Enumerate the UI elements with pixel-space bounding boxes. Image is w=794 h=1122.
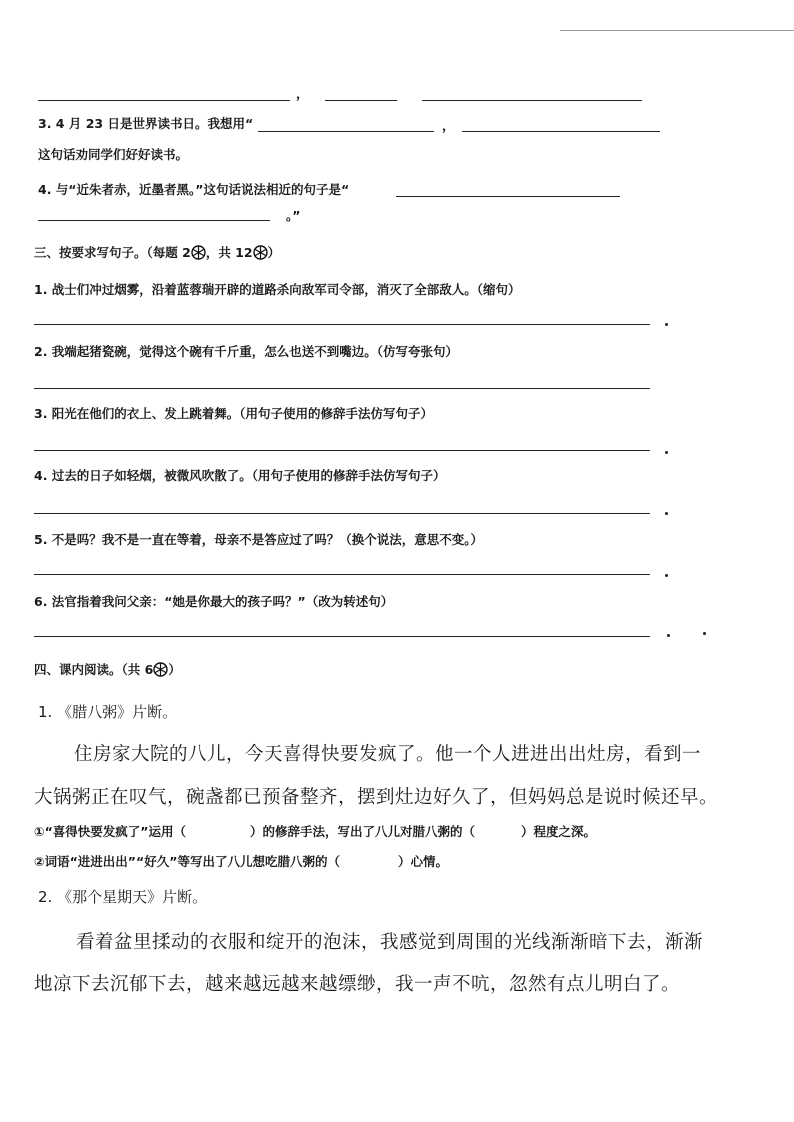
passage-2-line-2: 地凉下去沉郁下去，越来越远越来越缥缈，我一声不吭，忽然有点儿明白了。	[34, 974, 681, 995]
answer-line[interactable]	[325, 100, 397, 101]
end-dot	[665, 512, 668, 515]
end-dot	[665, 451, 668, 454]
rewrite-question-2: 2. 我端起猪瓷碗，觉得这个碗有千斤重，怎么也送不到嘴边。（仿写夸张句）	[34, 344, 459, 359]
fill-q4-end: 。”	[286, 208, 301, 223]
scan-speck	[703, 632, 706, 635]
rewrite-question-3: 3. 阳光在他们的衣上、发上跳着舞。（用句子使用的修辞手法仿写句子）	[34, 406, 434, 421]
answer-line[interactable]	[34, 574, 650, 575]
score-badge-icon	[253, 245, 268, 260]
comma-mark: ，	[296, 86, 309, 101]
score-badge-icon	[153, 662, 168, 677]
rewrite-question-6: 6. 法官指着我问父亲：“她是你最大的孩子吗？”（改为转述句）	[34, 594, 394, 609]
answer-line[interactable]	[258, 131, 434, 132]
end-dot	[665, 574, 668, 577]
fill-q3-suffix: 这句话劝同学们好好读书。	[38, 147, 189, 162]
answer-line[interactable]	[34, 324, 650, 325]
reading-question-1: ①“喜得快要发疯了”运用（ ）的修辞手法，写出了八儿对腊八粥的（ ）程度之深。	[34, 824, 597, 839]
scan-edge-line	[560, 30, 794, 31]
passage-1-line-2: 大锅粥正在叹气，碗盏都已预备整齐，摆到灶边好久了，但妈妈总是说时候还早。	[34, 787, 719, 808]
answer-line[interactable]	[396, 196, 620, 197]
fill-q3-prefix: 3. 4 月 23 日是世界读书日。我想用“	[38, 116, 254, 131]
answer-line[interactable]	[38, 220, 270, 221]
answer-line[interactable]	[34, 513, 650, 514]
answer-line[interactable]	[34, 388, 650, 389]
passage-2-line-1: 看着盆里揉动的衣服和绽开的泡沫，我感觉到周围的光线渐渐暗下去，渐渐	[76, 932, 704, 953]
fill-q4-prefix: 4. 与“近朱者赤，近墨者黑。”这句话说法相近的句子是“	[38, 182, 350, 197]
rewrite-question-1: 1. 战士们冲过烟雾，沿着蓝蓉瑞开辟的道路杀向敌军司令部，消灭了全部敌人。（缩句）	[34, 282, 521, 297]
passage-1-line-1: 住房家大院的八儿，今天喜得快要发疯了。他一个人进进出出灶房，看到一	[74, 744, 702, 765]
score-badge-icon	[191, 245, 206, 260]
reading-question-2: ②词语“进进出出”“好久”等写出了八儿想吃腊八粥的（ ）心情。	[34, 854, 448, 869]
answer-line[interactable]	[38, 100, 290, 101]
answer-line[interactable]	[462, 131, 660, 132]
passage-1-title: 1. 《腊八粥》片断。	[38, 703, 178, 721]
passage-2-title: 2. 《那个星期天》片断。	[38, 888, 208, 906]
answer-line[interactable]	[422, 100, 642, 101]
rewrite-question-5: 5. 不是吗？我不是一直在等着，母亲不是答应过了吗？（换个说法，意思不变。）	[34, 532, 484, 547]
end-dot	[665, 323, 668, 326]
answer-line[interactable]	[34, 636, 650, 637]
answer-line[interactable]	[34, 450, 650, 451]
end-dot	[667, 634, 670, 637]
comma-mark: ，	[442, 118, 455, 133]
section-3-heading: 三、按要求写句子。（每题 2 ，共 12 ）	[34, 245, 281, 260]
rewrite-question-4: 4. 过去的日子如轻烟，被微风吹散了。（用句子使用的修辞手法仿写句子）	[34, 468, 446, 483]
section-4-heading: 四、课内阅读。（共 6 ）	[34, 662, 181, 677]
